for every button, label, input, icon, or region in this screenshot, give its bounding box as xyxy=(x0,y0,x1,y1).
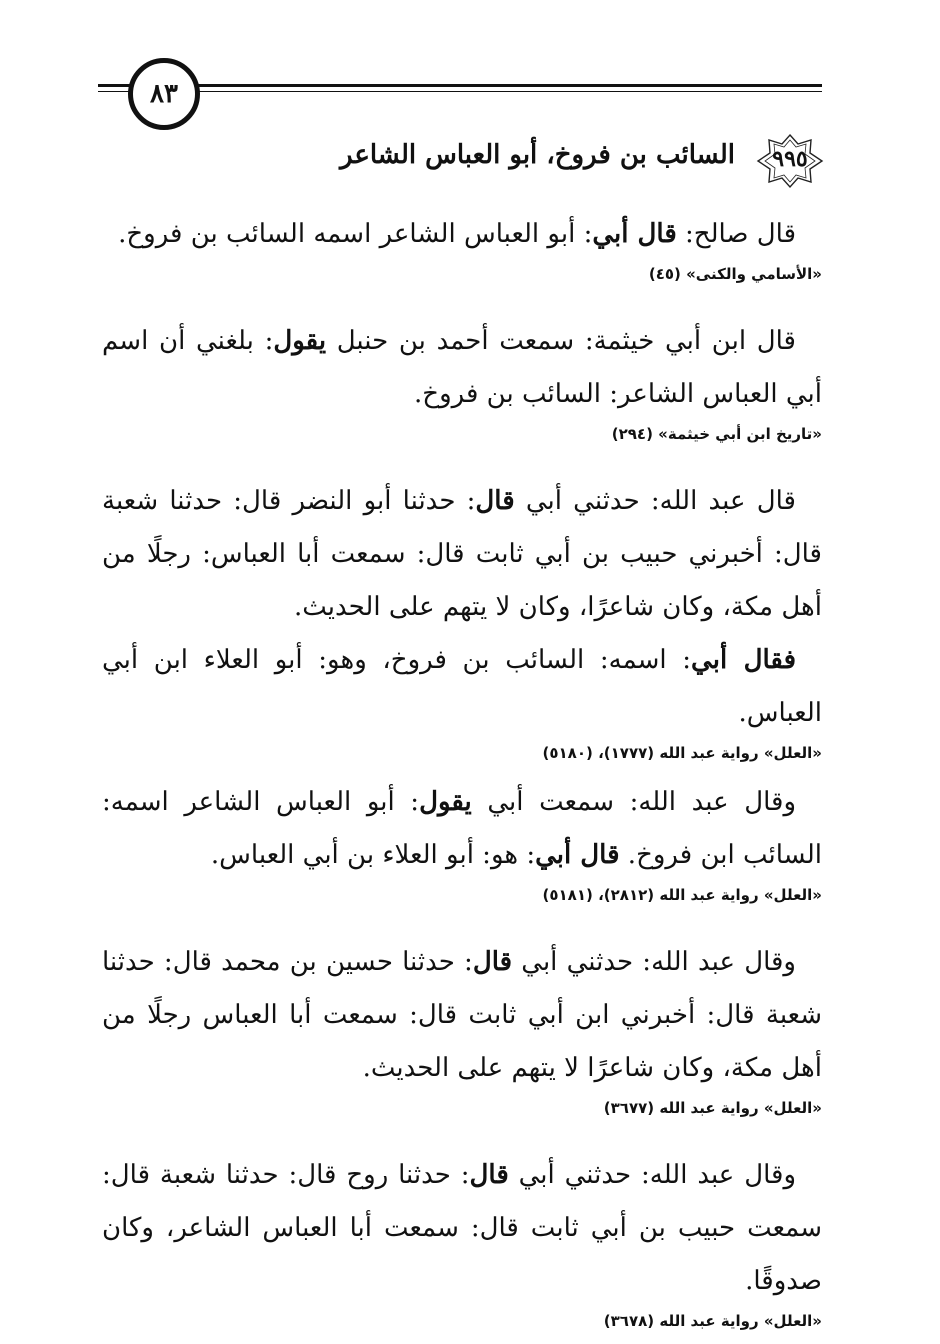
entry-body xyxy=(102,200,822,1344)
source-reference: «العلل» رواية عبد الله (٢٨١٢)، (٥١٨١) xyxy=(542,886,822,904)
bold-phrase: قال xyxy=(472,947,513,977)
text-segment: : اسمه: السائب بن فروخ، وهو: أبو العلاء ابن أبي العباس. xyxy=(102,645,822,728)
text-segment: : هو: أبو العلاء بن أبي العباس. xyxy=(210,840,536,870)
text-paragraph xyxy=(102,1149,822,1308)
text-segment: قال عبد الله: حدثني أبي xyxy=(514,486,796,516)
text-paragraph xyxy=(102,475,822,634)
source-reference: «العلل» رواية عبد الله (٣٦٧٧) xyxy=(603,1099,822,1117)
header-rule-right-top xyxy=(196,84,822,87)
text-segment: وقال عبد الله: سمعت أبي xyxy=(471,787,796,817)
text-paragraph xyxy=(102,936,822,1095)
text-segment: : بلغني أن اسم أبي العباس الشاعر: السائب بن فروخ. xyxy=(102,326,822,409)
page-header xyxy=(0,0,940,130)
entry-title: السائب بن فروخ، أبو العباس الشاعر xyxy=(339,140,735,170)
entry-number: ٩٩٥ xyxy=(772,146,808,172)
text-paragraph xyxy=(102,634,822,740)
entry-number-badge xyxy=(755,132,825,190)
header-rule-left-top xyxy=(98,84,132,87)
text-segment: وقال عبد الله: حدثني أبي xyxy=(512,947,796,977)
text-segment: : أبو العباس الشاعر اسمه: السائب ابن فروخ. xyxy=(102,787,822,870)
entry-block xyxy=(102,776,822,908)
bold-phrase: قال أبي xyxy=(535,840,620,870)
entry-block xyxy=(102,1149,822,1334)
text-segment: وقال عبد الله: حدثني أبي xyxy=(508,1160,797,1190)
bold-phrase: يقول xyxy=(273,326,327,356)
text-segment: قال ابن أبي خيثمة: سمعت أحمد بن حنبل xyxy=(326,326,796,356)
text-segment: : أبو العباس الشاعر اسمه السائب بن فروخ. xyxy=(118,219,593,249)
source-reference: «العلل» رواية عبد الله (١٧٧٧)، (٥١٨٠) xyxy=(542,744,822,762)
header-rule-left-bottom xyxy=(98,91,132,92)
source-reference: «تاريخ ابن أبي خيثمة» (٢٩٤) xyxy=(611,425,822,443)
text-segment: : حدثنا روح قال: حدثنا شعبة قال: سمعت حبيب بن أبي ثابت قال: سمعت أبا العباس الشاعر، وكان صدوقًا. xyxy=(102,1160,822,1296)
entry-block xyxy=(102,315,822,447)
bold-phrase: فقال أبي xyxy=(691,645,797,675)
bold-phrase: قال xyxy=(469,1160,509,1190)
entry-block xyxy=(102,208,822,287)
text-segment: : حدثنا حسين بن محمد قال: حدثنا شعبة قال: أخبرني ابن أبي ثابت قال: سمعت أبا العباس رجلًا من أهل مكة، وكان شاعرًا لا يتهم على الحديث. xyxy=(102,947,822,1083)
bold-phrase: قال أبي xyxy=(592,219,677,249)
text-segment: : حدثنا أبو النضر قال: حدثنا شعبة قال: أخبرني حبيب بن أبي ثابت قال: سمعت أبا العباس: رجلًا من أهل مكة، وكان شاعرًا، وكان لا يتهم على الحديث. xyxy=(102,486,822,622)
page-number: ٨٣ xyxy=(128,58,200,130)
source-reference: «الأسامي والكنى» (٤٥) xyxy=(648,265,822,283)
text-paragraph xyxy=(102,315,822,421)
entry-block xyxy=(102,475,822,766)
text-segment: قال صالح: xyxy=(676,219,796,249)
entry-block xyxy=(102,936,822,1121)
header-rule-right-bottom xyxy=(196,91,822,92)
source-reference: «العلل» رواية عبد الله (٣٦٧٨) xyxy=(603,1312,822,1330)
bold-phrase: يقول xyxy=(419,787,472,817)
text-paragraph xyxy=(102,208,822,261)
bold-phrase: قال xyxy=(475,486,515,516)
text-paragraph xyxy=(102,776,822,882)
